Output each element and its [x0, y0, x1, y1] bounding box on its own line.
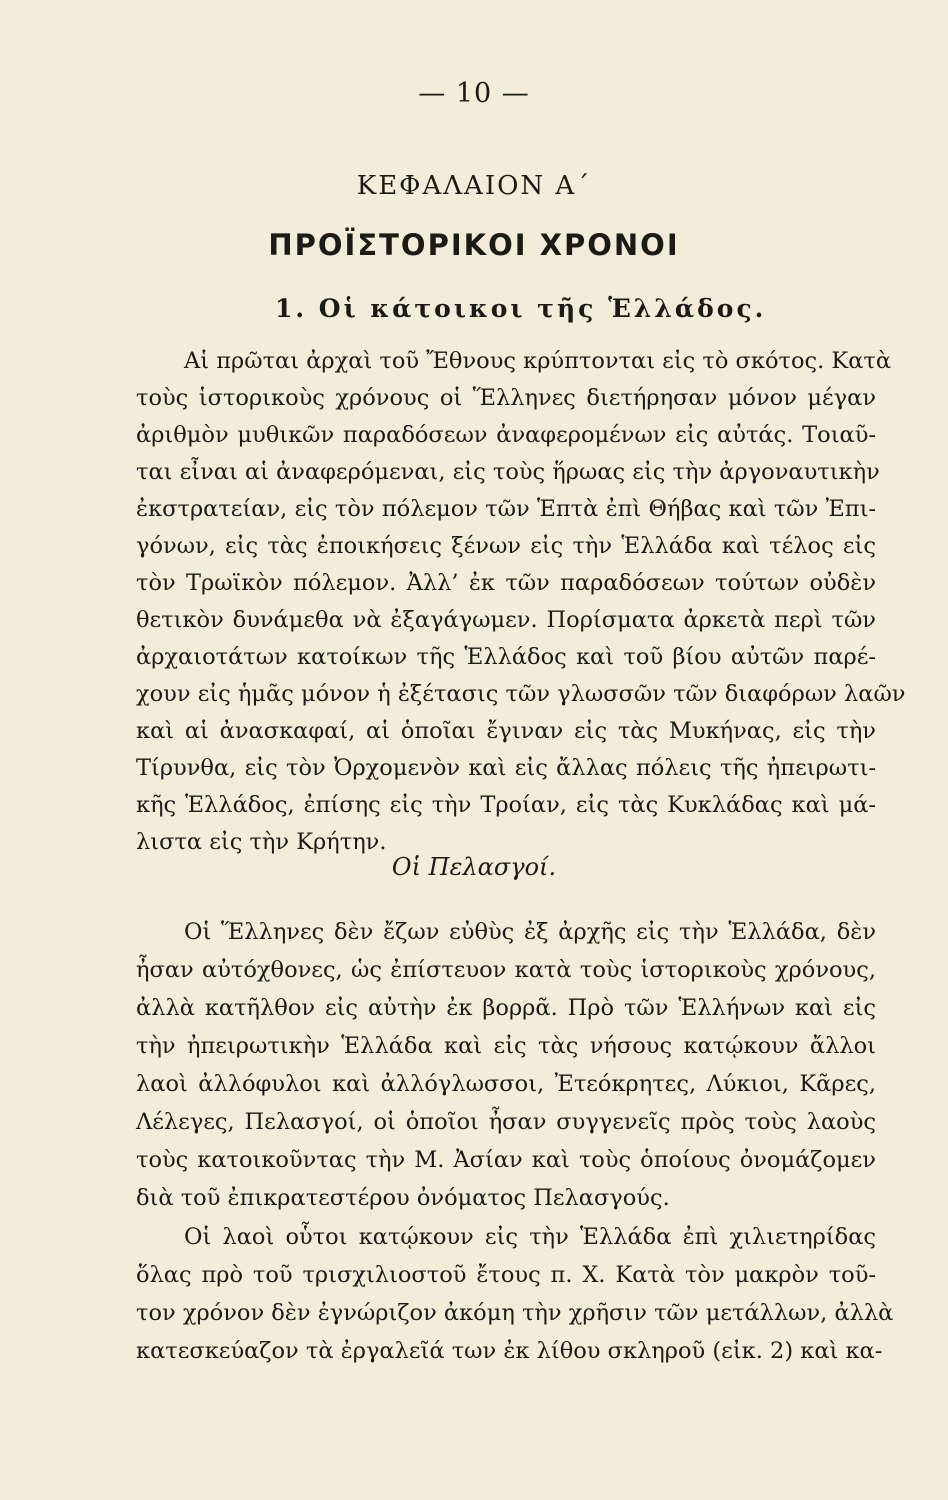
text-line: ἐκστρατείαν, εἰς τὸν πόλεμον τῶν Ἑπτὰ ἐπὶ Θήβας καὶ τῶν Ἐπι- — [136, 496, 876, 522]
text-line: Λέλεγες, Πελασγοί, οἱ ὁποῖοι ἦσαν συγγενεῖς πρὸς τοὺς λαοὺς — [136, 1109, 876, 1135]
chapter-heading: ΚΕΦΑΛΑΙΟΝ Α΄ — [356, 171, 592, 201]
text-line: διὰ τοῦ ἐπικρατεστέρου ὀνόματος Πελασγούς. — [136, 1185, 670, 1211]
page-title: ΠΡΟΪΣΤΟΡΙΚΟΙ ΧΡΟΝΟΙ — [268, 228, 680, 262]
text-line: Τίρυνθα, εἰς τὸν Ὀρχομενὸν καὶ εἰς ἄλλας πόλεις τῆς ἠπειρωτι- — [136, 755, 876, 781]
text-line: ἀριθμὸν μυθικῶν παραδόσεων ἀναφερομένων εἰς αὐτάς. Τοιαῦ- — [136, 422, 876, 448]
section-heading: 1. Οἱ κάτοικοι τῆς Ἑλλάδος. — [275, 294, 767, 323]
text-line: Οἱ Ἕλληνες δὲν ἔζων εὐθὺς ἐξ ἀρχῆς εἰς τὴν Ἑλλάδα, δὲν — [184, 919, 876, 945]
text-line: ἀλλὰ κατῆλθον εἰς αὐτὴν ἐκ βορρᾶ. Πρὸ τῶν Ἑλλήνων καὶ εἰς — [136, 995, 876, 1021]
text-line: τὴν ἠπειρωτικὴν Ἑλλάδα καὶ εἰς τὰς νήσους κατῴκουν ἄλλοι — [136, 1033, 876, 1059]
text-line: θετικὸν δυνάμεθα νὰ ἐξαγάγωμεν. Πορίσματα ἀρκετὰ περὶ τῶν — [136, 607, 876, 633]
text-line: κῆς Ἑλλάδος, ἐπίσης εἰς τὴν Τροίαν, εἰς τὰς Κυκλάδας καὶ μά- — [136, 792, 876, 818]
text-line: Οἱ λαοὶ οὗτοι κατῴκουν εἰς τὴν Ἑλλάδα ἐπὶ χιλιετηρίδας — [184, 1224, 876, 1250]
text-line: λιστα εἰς τὴν Κρήτην. — [136, 829, 387, 855]
text-line: ὅλας πρὸ τοῦ τρισχιλιοστοῦ ἔτους π. Χ. Κατὰ τὸν μακρὸν τοῦ- — [136, 1262, 876, 1288]
text-line: τοὺς ἱστορικοὺς χρόνους οἱ Ἕλληνες διετήρησαν μόνον μέγαν — [136, 385, 876, 411]
text-line: ται εἶναι αἱ ἀναφερόμεναι, εἰς τοὺς ἥρωας εἰς τὴν ἀργοναυτικὴν — [136, 459, 880, 485]
text-line: χουν εἰς ἡμᾶς μόνον ἡ ἐξέτασις τῶν γλωσσῶν τῶν διαφόρων λαῶν — [136, 681, 906, 707]
text-line: τὸν Τρωϊκὸν πόλεμον. Ἀλλ’ ἐκ τῶν παραδόσεων τούτων οὐδὲν — [136, 570, 876, 596]
text-line: κατεσκεύαζον τὰ ἐργαλεῖά των ἐκ λίθου σκληροῦ (εἰκ. 2) καὶ κα- — [136, 1338, 883, 1364]
text-line: ἀρχαιοτάτων κατοίκων τῆς Ἑλλάδος καὶ τοῦ βίου αὐτῶν παρέ- — [136, 644, 876, 670]
text-line: τοὺς κατοικοῦντας τὴν Μ. Ἀσίαν καὶ τοὺς ὁποίους ὀνομάζομεν — [136, 1147, 876, 1173]
text-line: λαοὶ ἀλλόφυλοι καὶ ἀλλόγλωσσοι, Ἐτεόκρητες, Λύκιοι, Κᾶρες, — [136, 1071, 876, 1097]
page-number: — 10 — — [418, 78, 530, 109]
subheading: Οἱ Πελασγοί. — [391, 853, 557, 881]
text-line: Αἱ πρῶται ἀρχαὶ τοῦ Ἔθνους κρύπτονται εἰς τὸ σκότος. Κατὰ — [184, 348, 892, 374]
text-line: τον χρόνον δὲν ἐγνώριζον ἀκόμη τὴν χρῆσιν τῶν μετάλλων, ἀλλὰ — [136, 1300, 894, 1326]
text-line: καὶ αἱ ἀνασκαφαί, αἱ ὁποῖαι ἔγιναν εἰς τὰς Μυκήνας, εἰς τὴν — [136, 718, 876, 744]
text-line: ἦσαν αὐτόχθονες, ὡς ἐπίστευον κατὰ τοὺς ἱστορικοὺς χρόνους, — [136, 957, 876, 983]
text-line: γόνων, εἰς τὰς ἐποικήσεις ξένων εἰς τὴν Ἑλλάδα καὶ τέλος εἰς — [136, 533, 876, 559]
